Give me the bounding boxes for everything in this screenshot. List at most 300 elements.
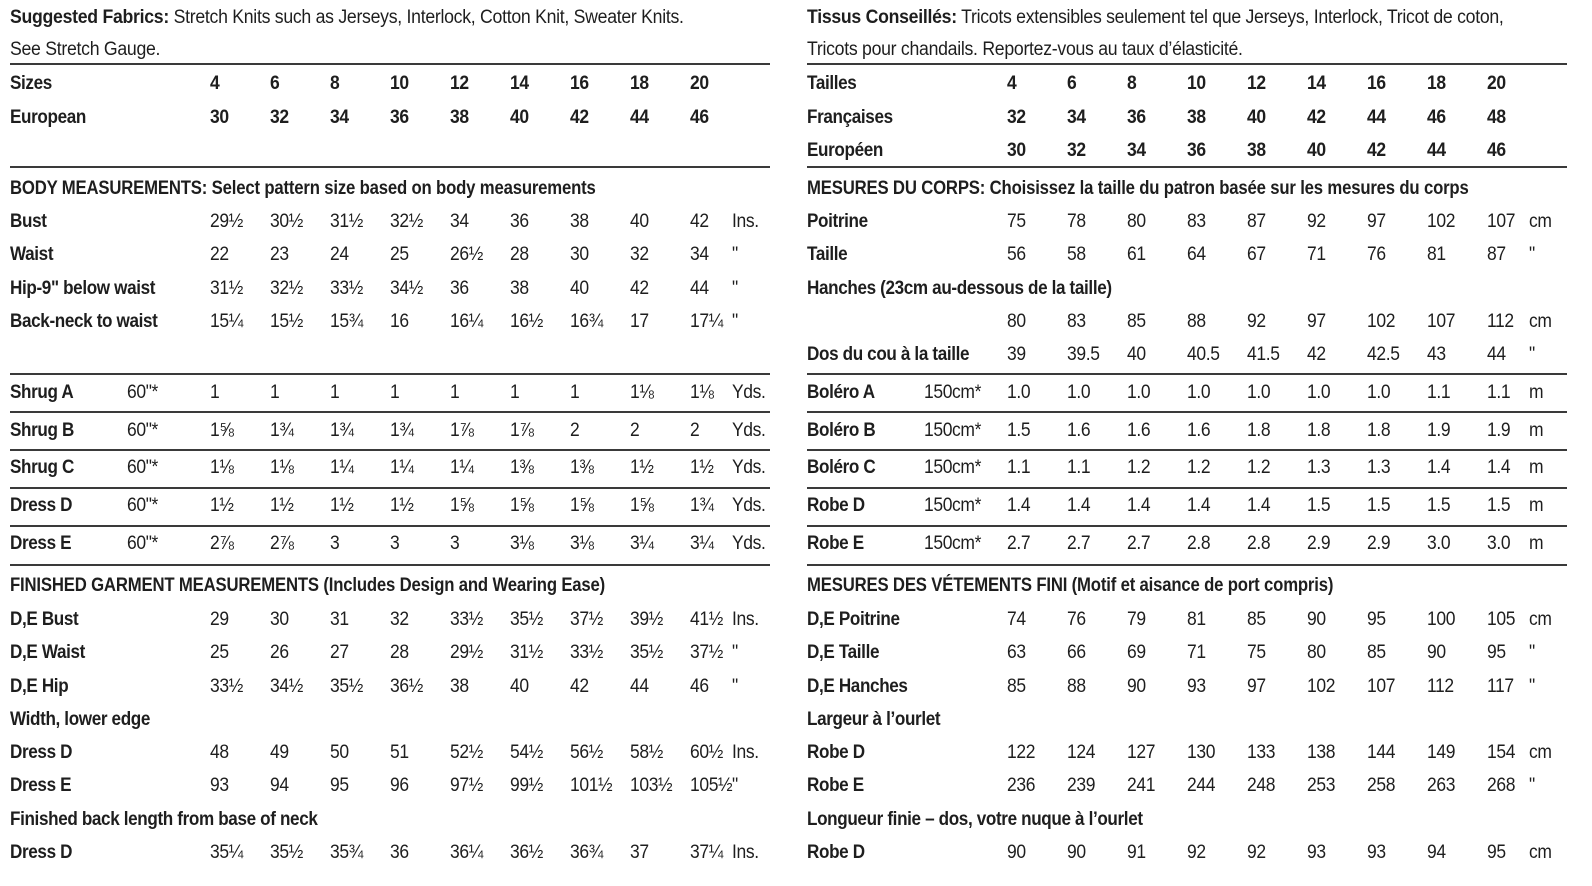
finished-measurement-row — [807, 636, 1567, 670]
cell-value: 1.0 — [1067, 382, 1091, 403]
unit-label: cm — [1529, 211, 1552, 232]
row-label: D,E Hip — [10, 676, 69, 697]
cell-value: 35½ — [330, 676, 363, 697]
cell-value: 40 — [1247, 107, 1266, 128]
cell-value: 1.3 — [1367, 457, 1391, 478]
cell-value: 34 — [1127, 140, 1146, 161]
cell-value: 130 — [1187, 742, 1216, 763]
size-row — [10, 67, 770, 101]
row-label: European — [10, 107, 86, 128]
cell-value: 32½ — [270, 278, 303, 299]
cell-value: 25 — [390, 244, 409, 265]
row-label: Shrug C — [10, 457, 74, 478]
unit-label: " — [1529, 344, 1535, 365]
cell-value: 31½ — [330, 211, 363, 232]
cell-value: 26 — [270, 642, 289, 663]
cell-value: 46 — [1427, 107, 1446, 128]
cell-value: 29½ — [210, 211, 243, 232]
cell-value: 30 — [1007, 140, 1026, 161]
cell-value: 3¼ — [630, 533, 654, 554]
cell-value: 4 — [210, 73, 220, 94]
unit-label: m — [1529, 382, 1544, 403]
cell-value: 1½ — [690, 457, 714, 478]
finished-measurement-row — [807, 769, 1567, 803]
unit-label: cm — [1529, 742, 1552, 763]
cell-value: 1 — [330, 382, 340, 403]
cell-value: 20 — [690, 73, 709, 94]
cell-value: 236 — [1007, 775, 1036, 796]
cell-value: 37¼ — [690, 842, 723, 863]
fabric-width: 150cm* — [924, 382, 982, 403]
divider — [807, 525, 1567, 527]
cell-value: 42 — [630, 278, 649, 299]
divider — [10, 63, 770, 65]
unit-label: " — [1529, 676, 1535, 697]
divider — [807, 373, 1567, 375]
cell-value: 22 — [210, 244, 229, 265]
cell-value: 75 — [1247, 642, 1266, 663]
cell-value: 122 — [1007, 742, 1036, 763]
unit-label: Yds. — [732, 495, 766, 516]
body-measurement-row — [807, 205, 1567, 239]
cell-value: 1⅝ — [630, 495, 654, 516]
cell-value: 6 — [270, 73, 280, 94]
finished-measurement-row — [10, 803, 770, 837]
cell-value: 4 — [1007, 73, 1017, 94]
cell-value: 40 — [510, 107, 529, 128]
cell-value: 1⅞ — [450, 420, 474, 441]
cell-value: 42 — [570, 107, 589, 128]
finished-garment-heading: FINISHED GARMENT MEASUREMENTS (Includes Design and Wearing Ease) — [10, 575, 606, 596]
body-measurement-row — [10, 305, 770, 339]
cell-value: 39 — [1007, 344, 1026, 365]
cell-value: 1 — [450, 382, 460, 403]
cell-value: 40 — [510, 676, 529, 697]
cell-value: 38 — [450, 107, 469, 128]
unit-label: Yds. — [732, 533, 766, 554]
size-row — [807, 67, 1567, 101]
row-label: Dress D — [10, 495, 73, 516]
row-label: Françaises — [807, 107, 893, 128]
cell-value: 258 — [1367, 775, 1396, 796]
cell-value: 35½ — [510, 609, 543, 630]
finished-measurement-row — [807, 836, 1567, 870]
cell-value: 1½ — [630, 457, 654, 478]
cell-value: 28 — [390, 642, 409, 663]
cell-value: 42 — [570, 676, 589, 697]
fabric-width: 150cm* — [924, 495, 982, 516]
cell-value: 1⅜ — [510, 457, 534, 478]
divider — [807, 449, 1567, 451]
cell-value: 1½ — [330, 495, 354, 516]
cell-value: 71 — [1187, 642, 1206, 663]
cell-value: 93 — [1367, 842, 1386, 863]
row-label: Boléro C — [807, 457, 876, 478]
cell-value: 40 — [630, 211, 649, 232]
cell-value: 97 — [1367, 211, 1386, 232]
cell-value: 1⅝ — [510, 495, 534, 516]
cell-value: 1 — [510, 382, 520, 403]
finished-measurement-row — [10, 736, 770, 770]
finished-measurement-row — [10, 603, 770, 637]
cell-value: 1.0 — [1007, 382, 1031, 403]
unit-label: " — [1529, 775, 1535, 796]
body-measurement-row — [807, 305, 1567, 339]
cell-value: 88 — [1187, 311, 1206, 332]
cell-value: 17 — [630, 311, 649, 332]
unit-label: Ins. — [732, 842, 759, 863]
cell-value: 33½ — [450, 609, 483, 630]
cell-value: 66 — [1067, 642, 1086, 663]
cell-value: 1½ — [390, 495, 414, 516]
cell-value: 92 — [1307, 211, 1326, 232]
row-label: Boléro A — [807, 382, 875, 403]
european-size-row — [10, 101, 770, 135]
cell-value: 16 — [390, 311, 409, 332]
cell-value: 1.3 — [1307, 457, 1331, 478]
cell-value: 37½ — [690, 642, 723, 663]
row-label: Européen — [807, 140, 883, 161]
cell-value: 40.5 — [1187, 344, 1220, 365]
cell-value: 36 — [1127, 107, 1146, 128]
cell-value: 32 — [390, 609, 409, 630]
unit-label: cm — [1529, 311, 1552, 332]
cell-value: 3⅛ — [510, 533, 534, 554]
cell-value: 38 — [570, 211, 589, 232]
cell-value: 48 — [210, 742, 229, 763]
row-label: Bust — [10, 211, 47, 232]
row-label: Width, lower edge — [10, 709, 151, 730]
cell-value: 16¼ — [450, 311, 483, 332]
cell-value: 15½ — [270, 311, 303, 332]
cell-value: 28 — [510, 244, 529, 265]
cell-value: 25 — [210, 642, 229, 663]
cell-value: 1.0 — [1367, 382, 1391, 403]
cell-value: 63 — [1007, 642, 1026, 663]
cell-value: 144 — [1367, 742, 1396, 763]
unit-label: cm — [1529, 609, 1552, 630]
row-label: Dress E — [10, 533, 72, 554]
divider — [807, 564, 1567, 566]
cell-value: 36 — [1187, 140, 1206, 161]
finished-measurement-row — [807, 703, 1567, 737]
cell-value: 2.8 — [1247, 533, 1271, 554]
cell-value: 1.5 — [1007, 420, 1031, 441]
cell-value: 1.2 — [1247, 457, 1271, 478]
body-measurement-row — [807, 272, 1567, 306]
cell-value: 93 — [1307, 842, 1326, 863]
cell-value: 16 — [570, 73, 589, 94]
divider — [807, 487, 1567, 489]
cell-value: 16½ — [510, 311, 543, 332]
cell-value: 1.4 — [1067, 495, 1091, 516]
cell-value: 97 — [1247, 676, 1266, 697]
cell-value: 46 — [1487, 140, 1506, 161]
cell-value: 263 — [1427, 775, 1456, 796]
cell-value: 38 — [1247, 140, 1266, 161]
fabric-width: 150cm* — [924, 457, 982, 478]
fabric-width: 60"* — [127, 495, 158, 516]
cell-value: 41.5 — [1247, 344, 1280, 365]
cell-value: 32 — [270, 107, 289, 128]
cell-value: 1¾ — [690, 495, 714, 516]
cell-value: 76 — [1367, 244, 1386, 265]
cell-value: 117 — [1487, 676, 1514, 697]
cell-value: 3 — [450, 533, 460, 554]
cell-value: 34 — [690, 244, 709, 265]
cell-value: 90 — [1427, 642, 1446, 663]
cell-value: 95 — [1367, 609, 1386, 630]
cell-value: 95 — [1487, 842, 1506, 863]
cell-value: 85 — [1247, 609, 1266, 630]
cell-value: 30 — [570, 244, 589, 265]
cell-value: 2.7 — [1127, 533, 1151, 554]
cell-value: 52½ — [450, 742, 483, 763]
cell-value: 34½ — [390, 278, 423, 299]
cell-value: 78 — [1067, 211, 1086, 232]
cell-value: 1.5 — [1307, 495, 1331, 516]
european-size-row — [807, 134, 1567, 168]
cell-value: 1.4 — [1487, 457, 1511, 478]
cell-value: 80 — [1127, 211, 1146, 232]
cell-value: 102 — [1427, 211, 1456, 232]
cell-value: 1 — [570, 382, 580, 403]
cell-value: 36½ — [510, 842, 543, 863]
cell-value: 44 — [1427, 140, 1446, 161]
cell-value: 42 — [1367, 140, 1386, 161]
cell-value: 35½ — [270, 842, 303, 863]
divider — [10, 564, 770, 566]
cell-value: 36 — [510, 211, 529, 232]
cell-value: 90 — [1067, 842, 1086, 863]
row-label: Hanches (23cm au-dessous de la taille) — [807, 278, 1112, 299]
cell-value: 29 — [210, 609, 229, 630]
row-label: Longueur finie – dos, votre nuque à l’ourlet — [807, 809, 1143, 830]
cell-value: 1⅝ — [210, 420, 234, 441]
fabric-width: 60"* — [127, 382, 158, 403]
cell-value: 34½ — [270, 676, 303, 697]
row-label: Back-neck to waist — [10, 311, 158, 332]
row-label: Dress D — [10, 842, 73, 863]
yardage-row — [807, 489, 1567, 523]
cell-value: 49 — [270, 742, 289, 763]
cell-value: 80 — [1307, 642, 1326, 663]
yardage-row — [807, 414, 1567, 448]
row-label: Sizes — [10, 73, 52, 94]
cell-value: 3 — [390, 533, 400, 554]
row-label: Poitrine — [807, 211, 868, 232]
cell-value: 34 — [450, 211, 469, 232]
cell-value: 60½ — [690, 742, 723, 763]
cell-value: 1⅝ — [570, 495, 594, 516]
cell-value: 1¼ — [450, 457, 474, 478]
row-label: Robe E — [807, 533, 864, 554]
row-label: D,E Waist — [10, 642, 85, 663]
cell-value: 1.4 — [1247, 495, 1271, 516]
cell-value: 92 — [1187, 842, 1206, 863]
cell-value: 1 — [390, 382, 400, 403]
cell-value: 64 — [1187, 244, 1206, 265]
cell-value: 1.2 — [1127, 457, 1151, 478]
cell-value: 81 — [1187, 609, 1206, 630]
cell-value: 69 — [1127, 642, 1146, 663]
cell-value: 133 — [1247, 742, 1276, 763]
cell-value: 3⅛ — [570, 533, 594, 554]
cell-value: 88 — [1067, 676, 1086, 697]
row-label: Dress E — [10, 775, 72, 796]
suggested-fabrics: Suggested Fabrics: Stretch Knits such as Jerseys, Interlock, Cotton Knit, Sweater Knits. See Stretch Gauge. — [10, 7, 684, 60]
cell-value: 18 — [1427, 73, 1446, 94]
cell-value: 138 — [1307, 742, 1336, 763]
finished-measurement-row — [807, 803, 1567, 837]
finished-measurement-row — [10, 670, 770, 704]
cell-value: 1.9 — [1487, 420, 1511, 441]
unit-label: cm — [1529, 842, 1552, 863]
cell-value: 42 — [1307, 344, 1326, 365]
cell-value: 1⅛ — [630, 382, 654, 403]
cell-value: 36 — [450, 278, 469, 299]
cell-value: 39½ — [630, 609, 663, 630]
row-label: Boléro B — [807, 420, 876, 441]
cell-value: 27 — [330, 642, 349, 663]
cell-value: 15¾ — [330, 311, 363, 332]
cell-value: 85 — [1127, 311, 1146, 332]
cell-value: 56½ — [570, 742, 603, 763]
cell-value: 112 — [1487, 311, 1514, 332]
cell-value: 38 — [1187, 107, 1206, 128]
cell-value: 1.4 — [1127, 495, 1151, 516]
cell-value: 34 — [1067, 107, 1086, 128]
cell-value: 99½ — [510, 775, 543, 796]
cell-value: 154 — [1487, 742, 1516, 763]
cell-value: 102 — [1367, 311, 1396, 332]
unit-label: " — [732, 676, 738, 697]
body-measurement-row — [10, 272, 770, 306]
unit-label: " — [732, 244, 738, 265]
cell-value: 40 — [1127, 344, 1146, 365]
cell-value: 46 — [690, 107, 709, 128]
cell-value: 1.8 — [1367, 420, 1391, 441]
cell-value: 18 — [630, 73, 649, 94]
cell-value: 58 — [1067, 244, 1086, 265]
cell-value: 42.5 — [1367, 344, 1400, 365]
cell-value: 29½ — [450, 642, 483, 663]
cell-value: 92 — [1247, 311, 1266, 332]
cell-value: 96 — [390, 775, 409, 796]
cell-value: 268 — [1487, 775, 1516, 796]
cell-value: 80 — [1007, 311, 1026, 332]
cell-value: 44 — [1487, 344, 1506, 365]
cell-value: 95 — [330, 775, 349, 796]
cell-value: 124 — [1067, 742, 1096, 763]
cell-value: 1.0 — [1247, 382, 1271, 403]
french-measurement-chart — [807, 0, 1567, 886]
cell-value: 38 — [510, 278, 529, 299]
cell-value: 107 — [1487, 211, 1516, 232]
cell-value: 1.6 — [1127, 420, 1151, 441]
row-label: D,E Hanches — [807, 676, 908, 697]
cell-value: 3¼ — [690, 533, 714, 554]
cell-value: 1.6 — [1187, 420, 1211, 441]
unit-label: Yds. — [732, 382, 766, 403]
cell-value: 30½ — [270, 211, 303, 232]
yardage-row — [807, 376, 1567, 410]
english-measurement-chart — [10, 0, 770, 886]
cell-value: 6 — [1067, 73, 1077, 94]
divider — [807, 166, 1567, 168]
cell-value: 94 — [270, 775, 289, 796]
cell-value: 90 — [1307, 609, 1326, 630]
cell-value: 1½ — [270, 495, 294, 516]
yardage-row — [10, 414, 770, 448]
finished-measurement-row — [10, 836, 770, 870]
row-label: Largeur à l’ourlet — [807, 709, 941, 730]
cell-value: 32 — [630, 244, 649, 265]
row-label: Finished back length from base of neck — [10, 809, 318, 830]
cell-value: 94 — [1427, 842, 1446, 863]
unit-label: " — [732, 642, 738, 663]
unit-label: " — [732, 311, 738, 332]
cell-value: 32 — [1067, 140, 1086, 161]
cell-value: 1¾ — [390, 420, 414, 441]
cell-value: 12 — [1247, 73, 1266, 94]
cell-value: 127 — [1127, 742, 1156, 763]
cell-value: 41½ — [690, 609, 723, 630]
cell-value: 51 — [390, 742, 409, 763]
row-label: D,E Poitrine — [807, 609, 900, 630]
cell-value: 35½ — [630, 642, 663, 663]
unit-label: Yds. — [732, 420, 766, 441]
cell-value: 1.8 — [1307, 420, 1331, 441]
cell-value: 75 — [1007, 211, 1026, 232]
row-label: Waist — [10, 244, 54, 265]
row-label: D,E Bust — [10, 609, 79, 630]
unit-label: " — [732, 775, 738, 796]
cell-value: 3.0 — [1427, 533, 1451, 554]
cell-value: 85 — [1007, 676, 1026, 697]
cell-value: 36¼ — [450, 842, 483, 863]
cell-value: 1¼ — [390, 457, 414, 478]
cell-value: 33½ — [210, 676, 243, 697]
cell-value: 40 — [570, 278, 589, 299]
cell-value: 3 — [330, 533, 340, 554]
cell-value: 1⅛ — [210, 457, 234, 478]
row-label: Robe E — [807, 775, 864, 796]
cell-value: 149 — [1427, 742, 1456, 763]
cell-value: 23 — [270, 244, 289, 265]
divider — [807, 63, 1567, 65]
cell-value: 44 — [630, 676, 649, 697]
cell-value: 10 — [390, 73, 409, 94]
french-size-row — [807, 101, 1567, 135]
divider — [10, 525, 770, 527]
cell-value: 103½ — [630, 775, 673, 796]
cell-value: 2 — [690, 420, 700, 441]
cell-value: 48 — [1487, 107, 1506, 128]
cell-value: 36½ — [390, 676, 423, 697]
cell-value: 97 — [1307, 311, 1326, 332]
cell-value: 14 — [1307, 73, 1326, 94]
cell-value: 35¼ — [210, 842, 243, 863]
finished-measurement-row — [807, 670, 1567, 704]
cell-value: 100 — [1427, 609, 1456, 630]
unit-label: Ins. — [732, 211, 759, 232]
cell-value: 95 — [1487, 642, 1506, 663]
cell-value: 1.9 — [1427, 420, 1451, 441]
cell-value: 20 — [1487, 73, 1506, 94]
body-measurement-row — [807, 238, 1567, 272]
cell-value: 248 — [1247, 775, 1276, 796]
